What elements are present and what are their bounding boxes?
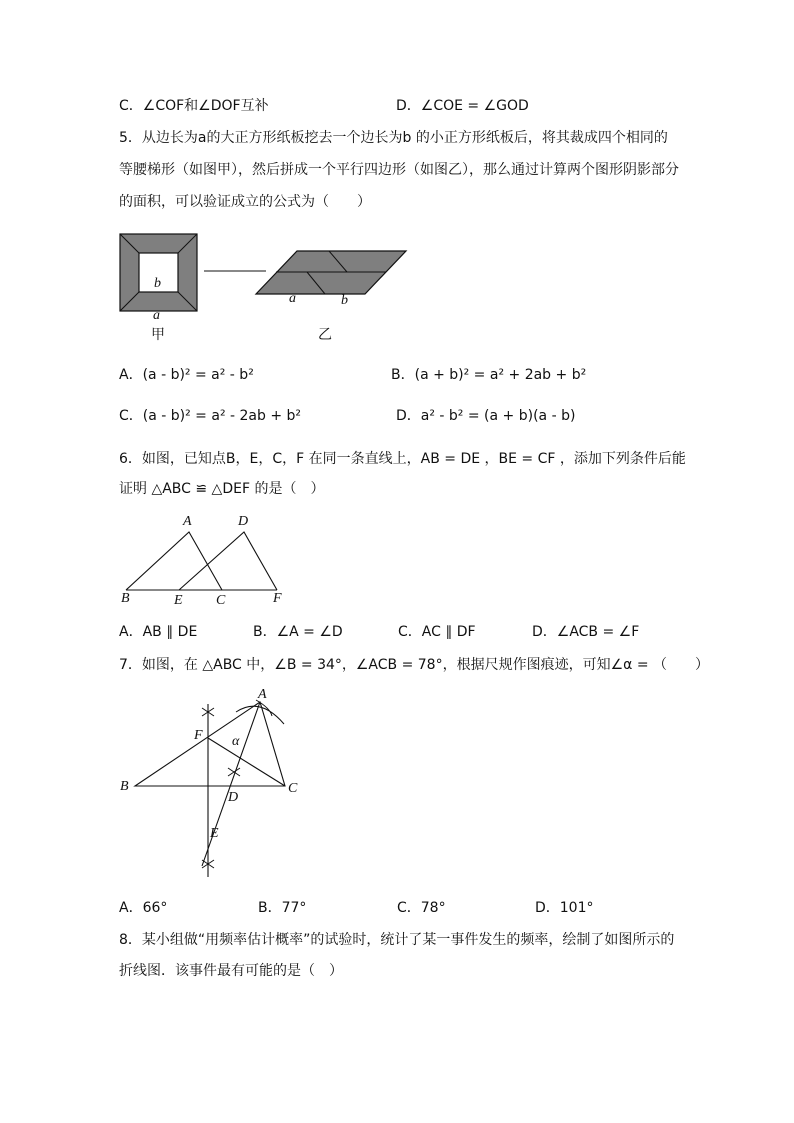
triangle-abc bbox=[135, 702, 285, 786]
q7-figure bbox=[120, 690, 300, 885]
q5-yi-label-a: a bbox=[289, 291, 296, 306]
q7-option-a: A．66° bbox=[119, 900, 168, 916]
arc-at-a bbox=[236, 706, 284, 724]
q5-jia-label-a: a bbox=[153, 308, 160, 323]
q6-label-d: D bbox=[238, 514, 249, 529]
q5-yi-caption: 乙 bbox=[318, 328, 332, 343]
q4-option-c: C．∠COF和∠DOF互补 bbox=[119, 98, 269, 114]
q6-label-e: E bbox=[174, 593, 183, 608]
q6-label-f: F bbox=[273, 591, 282, 606]
q6-option-c: C．AC ∥ DF bbox=[398, 624, 476, 640]
q7-label-e: E bbox=[210, 826, 219, 841]
q4-option-d: D．∠COE = ∠GOD bbox=[396, 98, 529, 114]
q7-label-c: C bbox=[288, 781, 298, 796]
q5-jia-caption: 甲 bbox=[151, 328, 165, 343]
q5-yi-label-b: b bbox=[341, 293, 348, 308]
q8-stem-line-2: 折线图．该事件最有可能的是（ ） bbox=[119, 963, 343, 979]
q5-stem-line-2: 等腰梯形（如图甲），然后拼成一个平行四边形（如图乙），那么通过计算两个图形阴影部分 bbox=[119, 162, 679, 178]
q6-label-a: A bbox=[183, 514, 192, 529]
q5-figure-jia bbox=[120, 234, 200, 316]
q6-label-c: C bbox=[216, 593, 226, 608]
segment-fc bbox=[208, 738, 285, 786]
q5-figure-yi bbox=[255, 250, 407, 296]
q7-option-c: C．78° bbox=[397, 900, 446, 916]
triangle-abc bbox=[126, 532, 222, 590]
q6-stem-line-1: 6．如图，已知点B，E，C，F 在同一条直线上，AB = DE ，BE = CF ，添加下列条件后能 bbox=[119, 451, 686, 467]
q5-option-d: D．a² - b² = (a + b)(a - b) bbox=[396, 408, 576, 424]
q7-option-d: D．101° bbox=[535, 900, 594, 916]
q5-option-b: B．(a + b)² = a² + 2ab + b² bbox=[391, 367, 587, 383]
q5-option-c: C．(a - b)² = a² - 2ab + b² bbox=[119, 408, 302, 424]
q6-stem-line-2: 证明 △ABC ≌ △DEF 的是（ ） bbox=[119, 481, 325, 497]
q7-label-b: B bbox=[120, 779, 129, 794]
q8-stem-line-1: 8．某小组做“用频率估计概率”的试验时，统计了某一事件发生的频率，绘制了如图所示的 bbox=[119, 932, 675, 948]
q7-label-d: D bbox=[228, 790, 239, 805]
q6-option-a: A．AB ∥ DE bbox=[119, 624, 198, 640]
q5-option-a: A．(a - b)² = a² - b² bbox=[119, 367, 254, 383]
q6-label-b: B bbox=[121, 591, 130, 606]
q7-label-alpha: α bbox=[232, 734, 240, 749]
q7-option-b: B．77° bbox=[258, 900, 307, 916]
q7-label-a: A bbox=[258, 687, 267, 702]
q5-stem-line-1: 5．从边长为a的大正方形纸板挖去一个边长为b 的小正方形纸板后，将其裁成四个相同的 bbox=[119, 130, 668, 146]
q7-label-f: F bbox=[194, 728, 203, 743]
q6-figure bbox=[125, 530, 280, 592]
q7-stem: 7．如图，在 △ABC 中，∠B = 34°，∠ACB = 78°，根据尺规作图痕迹，可知∠α = （ ） bbox=[119, 657, 710, 673]
q5-jia-label-b: b bbox=[154, 276, 161, 291]
q6-option-b: B．∠A = ∠D bbox=[253, 624, 343, 640]
q6-option-d: D．∠ACB = ∠F bbox=[532, 624, 640, 640]
q5-stem-line-3: 的面积，可以验证成立的公式为（ ） bbox=[119, 194, 371, 210]
